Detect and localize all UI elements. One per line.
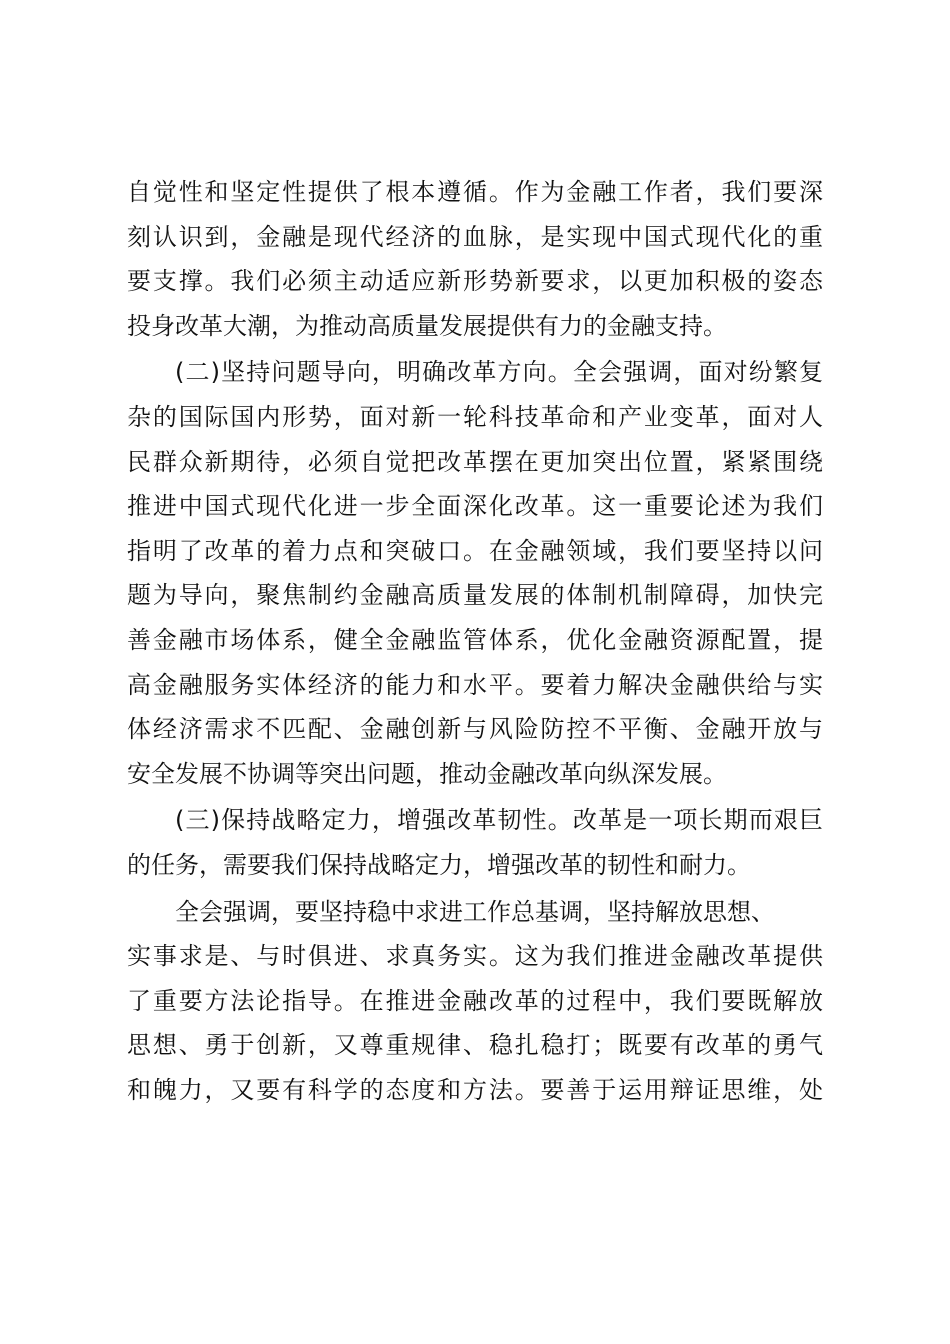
text-line: 的任务，需要我们保持战略定力，增强改革的韧性和耐力。 — [127, 850, 751, 879]
text-line: 和魄力，又要有科学的态度和方法。要善于运用辩证思维，处 — [127, 1075, 823, 1104]
document-body — [127, 170, 823, 1114]
text-line: 杂的国际国内形势，面对新一轮科技革命和产业变革，面对人 — [127, 402, 823, 431]
paragraph-intro-continuation — [127, 170, 823, 348]
paragraph-section-2 — [127, 350, 823, 796]
text-line: 自觉性和坚定性提供了根本遵循。作为金融工作者，我们要深 — [127, 178, 823, 206]
text-line: 全会强调，要坚持稳中求进工作总基调，坚持解放思想、 — [175, 897, 775, 926]
text-line: 实事求是、与时俱进、求真务实。这为我们推进金融改革提供 — [127, 942, 823, 971]
text-line: (二)坚持问题导向，明确改革方向。全会强调，面对纷繁复 — [175, 358, 823, 387]
text-line: (三)保持战略定力，增强改革韧性。改革是一项长期而艰巨 — [175, 806, 823, 835]
text-line: 思想、勇于创新，又尊重规律、稳扎稳打；既要有改革的勇气 — [127, 1031, 823, 1060]
text-line: 民群众新期待，必须自觉把改革摆在更加突出位置，紧紧围绕 — [127, 447, 823, 476]
paragraph-section-3 — [127, 798, 823, 887]
text-line: 体经济需求不匹配、金融创新与风险防控不平衡、金融开放与 — [127, 715, 823, 744]
text-line: 高金融服务实体经济的能力和水平。要着力解决金融供给与实 — [127, 670, 823, 699]
text-line: 了重要方法论指导。在推进金融改革的过程中，我们要既解放 — [127, 986, 823, 1015]
text-line: 投身改革大潮，为推动高质量发展提供有力的金融支持。 — [127, 311, 727, 340]
text-line: 刻认识到，金融是现代经济的血脉，是实现中国式现代化的重 — [127, 222, 823, 251]
text-line: 安全发展不协调等突出问题，推动金融改革向纵深发展。 — [127, 759, 727, 788]
text-line: 善金融市场体系，健全金融监管体系，优化金融资源配置，提 — [127, 625, 823, 654]
text-line: 题为导向，聚焦制约金融高质量发展的体制机制障碍，加快完 — [127, 581, 823, 610]
text-line: 要支撑。我们必须主动适应新形势新要求，以更加积极的姿态 — [127, 267, 823, 296]
text-line: 指明了改革的着力点和突破口。在金融领域，我们要坚持以问 — [127, 536, 823, 565]
text-line: 推进中国式现代化进一步全面深化改革。这一重要论述为我们 — [127, 492, 823, 521]
paragraph-section-3-continued — [127, 890, 823, 1113]
